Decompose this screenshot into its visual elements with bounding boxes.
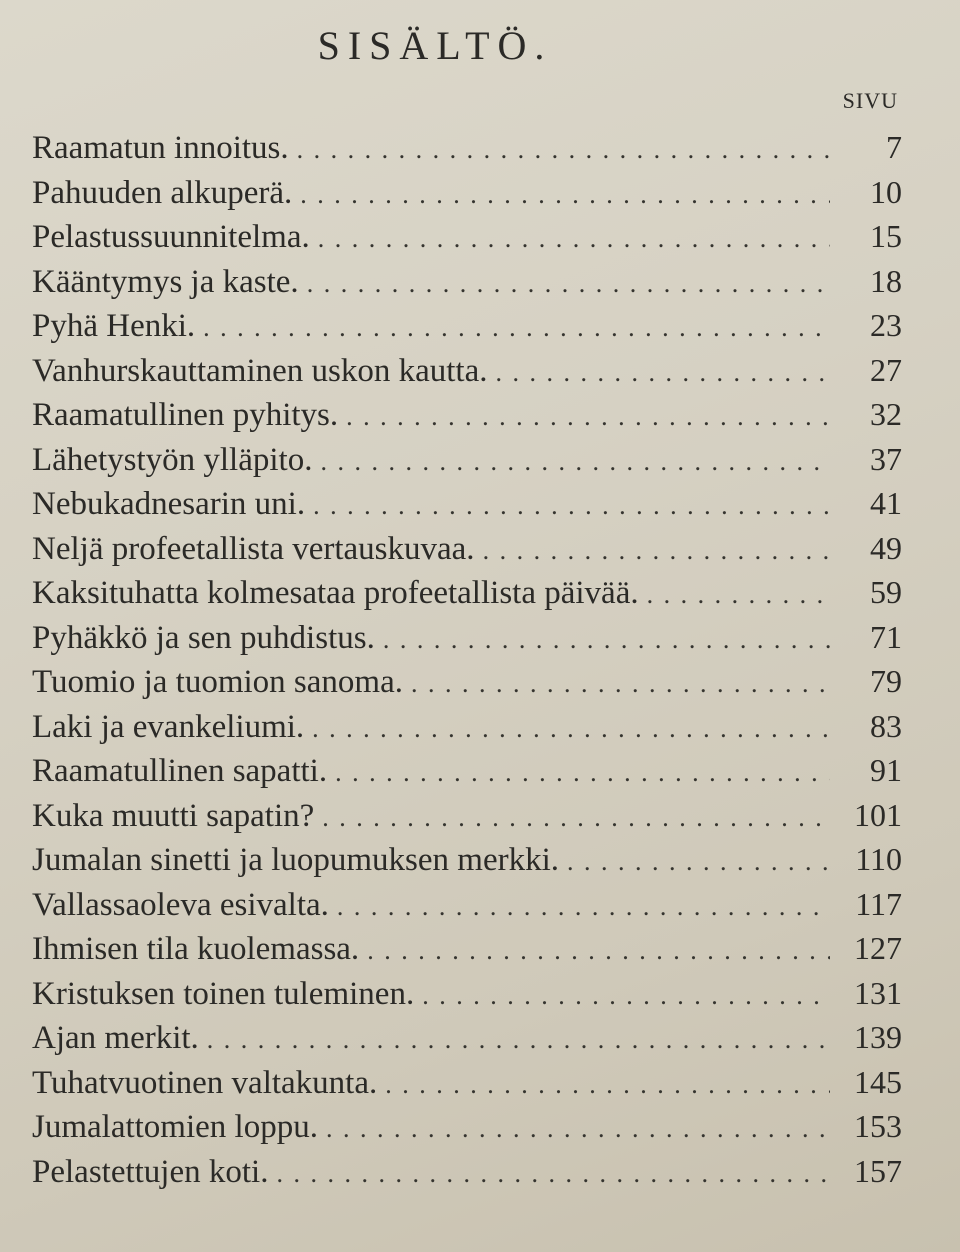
- dot-leader: [318, 217, 830, 261]
- toc-entry-title: Kuka muutti sapatin?: [32, 797, 315, 834]
- toc-entry: [32, 259, 902, 304]
- toc-entry: [32, 303, 902, 348]
- dot-leader: [297, 128, 830, 172]
- toc-entry: [32, 971, 902, 1016]
- toc-entry-page-number: 41: [870, 485, 902, 521]
- toc-entry-page-number: 117: [855, 885, 902, 922]
- page-column-label: SIVU: [842, 88, 898, 113]
- toc-entry: [32, 615, 902, 660]
- toc-entry: [32, 659, 902, 704]
- toc-entry-title: Kristuksen toinen tuleminen.: [32, 975, 415, 1012]
- toc-entry-page-number: 15: [870, 218, 902, 254]
- dot-leader: [335, 751, 830, 795]
- toc-entry: [32, 1060, 902, 1105]
- toc-entry-page-number: 83: [870, 707, 902, 744]
- toc-entry-page-number: 18: [870, 262, 902, 299]
- dot-leader: [203, 306, 830, 350]
- dot-leader: [385, 1063, 830, 1107]
- toc-entry-page-number: 153: [854, 1108, 902, 1144]
- toc-entry-page-number: 49: [870, 529, 902, 566]
- toc-entry: [32, 526, 902, 571]
- toc-entry-page-number: 139: [854, 1019, 902, 1055]
- toc-entry: [32, 882, 902, 927]
- dot-leader: [300, 173, 830, 217]
- toc-entry-page-number: 27: [870, 351, 902, 388]
- toc-entry-title: Tuomio ja tuomion sanoma.: [32, 664, 403, 700]
- toc-entry-page-number: 37: [870, 440, 902, 477]
- toc-entry: [32, 348, 902, 393]
- toc-entry-page-number: 23: [870, 307, 902, 343]
- toc-entry-page-number: 71: [870, 618, 902, 655]
- toc-entry-title: Vallassaoleva esivalta.: [32, 886, 329, 923]
- toc-entry: [32, 570, 902, 615]
- toc-entry-title: Nebukadnesarin uni.: [32, 486, 306, 522]
- toc-entry: [32, 1015, 902, 1060]
- toc-entry-title: Jumalan sinetti ja luopumuksen merkki.: [32, 842, 560, 878]
- toc-entry-title: Jumalattomien loppu.: [32, 1109, 318, 1145]
- toc-entry: [32, 837, 902, 882]
- toc-entry-title: Laki ja evankeliumi.: [32, 708, 305, 745]
- dot-leader: [496, 351, 831, 395]
- toc-entry-title: Neljä profeetallista vertauskuvaa.: [32, 530, 475, 567]
- toc-entry-title: Ajan merkit.: [32, 1020, 199, 1056]
- toc-entry-page-number: 110: [855, 841, 902, 877]
- toc-entry-title: Tuhatvuotinen valtakunta.: [32, 1064, 378, 1101]
- toc-entry-page-number: 127: [854, 930, 902, 966]
- toc-entry: [32, 748, 902, 793]
- toc-entry-title: Pelastussuunnitelma.: [32, 219, 310, 255]
- toc-entry: [32, 125, 902, 170]
- toc-entry-page-number: 79: [870, 663, 902, 699]
- toc-entry: [32, 170, 902, 215]
- toc-entry-title: Kaksituhatta kolmesataa profeetallista päivää.: [32, 575, 639, 611]
- dot-leader: [326, 1107, 830, 1151]
- toc-entry-title: Kääntymys ja kaste.: [32, 263, 299, 300]
- toc-entry-page-number: 10: [870, 173, 902, 210]
- toc-entry: [32, 214, 902, 259]
- dot-leader: [411, 662, 830, 706]
- toc-entry-title: Ihmisen tila kuolemassa.: [32, 931, 360, 967]
- toc-entry-title: Pahuuden alkuperä.: [32, 174, 293, 211]
- toc-entry: [32, 437, 902, 482]
- dot-leader: [367, 929, 830, 973]
- toc-entry-title: Lähetystyön ylläpito.: [32, 441, 313, 478]
- toc-entry-title: Raamatun innoitus.: [32, 130, 289, 166]
- dot-leader: [337, 885, 830, 929]
- toc-entry: [32, 793, 902, 838]
- toc-entry-page-number: 157: [854, 1152, 902, 1189]
- toc-entry-title: Vanhurskauttaminen uskon kautta.: [32, 352, 488, 389]
- dot-leader: [322, 796, 830, 840]
- toc-entry-page-number: 131: [854, 974, 902, 1011]
- toc-entry-page-number: 145: [854, 1063, 902, 1100]
- dot-leader: [567, 840, 830, 884]
- page-title: SISÄLTÖ.: [317, 23, 553, 68]
- toc-entry-title: Pyhä Henki.: [32, 308, 196, 344]
- dot-leader: [647, 573, 830, 617]
- toc-entry-page-number: 59: [870, 574, 902, 610]
- toc-entry: [32, 1104, 902, 1149]
- toc-entry: [32, 392, 902, 437]
- table-of-contents: [32, 125, 902, 1193]
- toc-entry-title: Pelastettujen koti.: [32, 1153, 269, 1190]
- toc-entry-page-number: 7: [886, 129, 902, 165]
- dot-leader: [312, 707, 830, 751]
- dot-leader: [483, 529, 830, 573]
- dot-leader: [422, 974, 830, 1018]
- dot-leader: [207, 1018, 830, 1062]
- dot-leader: [346, 395, 830, 439]
- toc-entry: [32, 1149, 902, 1194]
- dot-leader: [307, 262, 830, 306]
- dot-leader: [320, 440, 830, 484]
- toc-entry-page-number: 101: [854, 796, 902, 833]
- dot-leader: [313, 484, 830, 528]
- dot-leader: [276, 1152, 830, 1196]
- dot-leader: [383, 618, 830, 662]
- toc-entry: [32, 704, 902, 749]
- toc-entry-page-number: 91: [870, 752, 902, 788]
- toc-entry-page-number: 32: [870, 396, 902, 432]
- toc-entry: [32, 481, 902, 526]
- toc-entry-title: Raamatullinen pyhitys.: [32, 397, 339, 433]
- toc-entry-title: Raamatullinen sapatti.: [32, 753, 328, 789]
- toc-entry: [32, 926, 902, 971]
- toc-entry-title: Pyhäkkö ja sen puhdistus.: [32, 619, 375, 656]
